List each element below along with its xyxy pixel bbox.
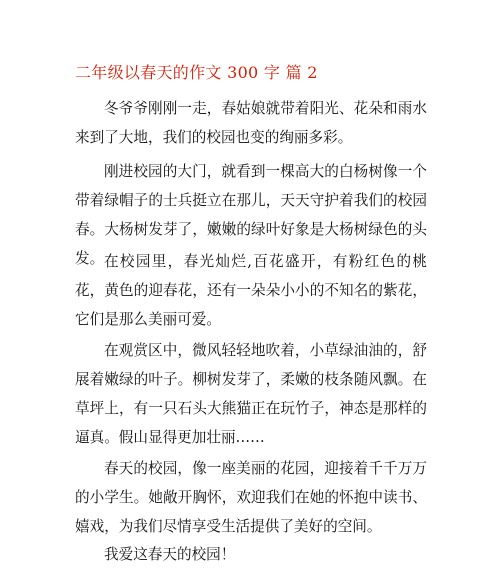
paragraph-1: 冬爷爷刚刚一走，春姑娘就带着阳光、花朵和雨水来到了大地，我们的校园也变的绚丽多彩。 [75,100,427,146]
paragraph-6: 我爱这春天的校园！ [104,546,236,563]
document-title: 二年级以春天的作文 300 字 篇 2 [75,63,318,82]
paragraph-5: 春天的校园，像一座美丽的花园，迎接着千千万万的小学生。她敞开胸怀，欢迎我们在她的怀抱中读书、嬉戏，为我们尽情享受生活提供了美好的空间。 [75,460,427,535]
paragraph-4: 在观赏区中，微风轻轻地吹着，小草绿油油的，舒展着嫩绿的叶子。柳树发芽了，柔嫩的枝条随风飘。在草坪上，有一只石头大熊猫正在玩竹子，神态是那样的逼真。假山显得更加壮丽…… [75,342,427,446]
paragraph-2: 刚进校园的大门，就看到一棵高大的白杨树像一个带着绿帽子的士兵挺立在那儿，天天守护着我们的校园春。大杨树发芽了，嫩嫩的绿叶好象是大杨树绿色的头发。 [75,163,427,267]
paragraph-3: 在校园里，春光灿烂,百花盛开，有粉红色的桃花，黄色的迎春花，还有一朵朵小小的不知名的紫花，它们是那么美丽可爱。 [75,253,427,328]
